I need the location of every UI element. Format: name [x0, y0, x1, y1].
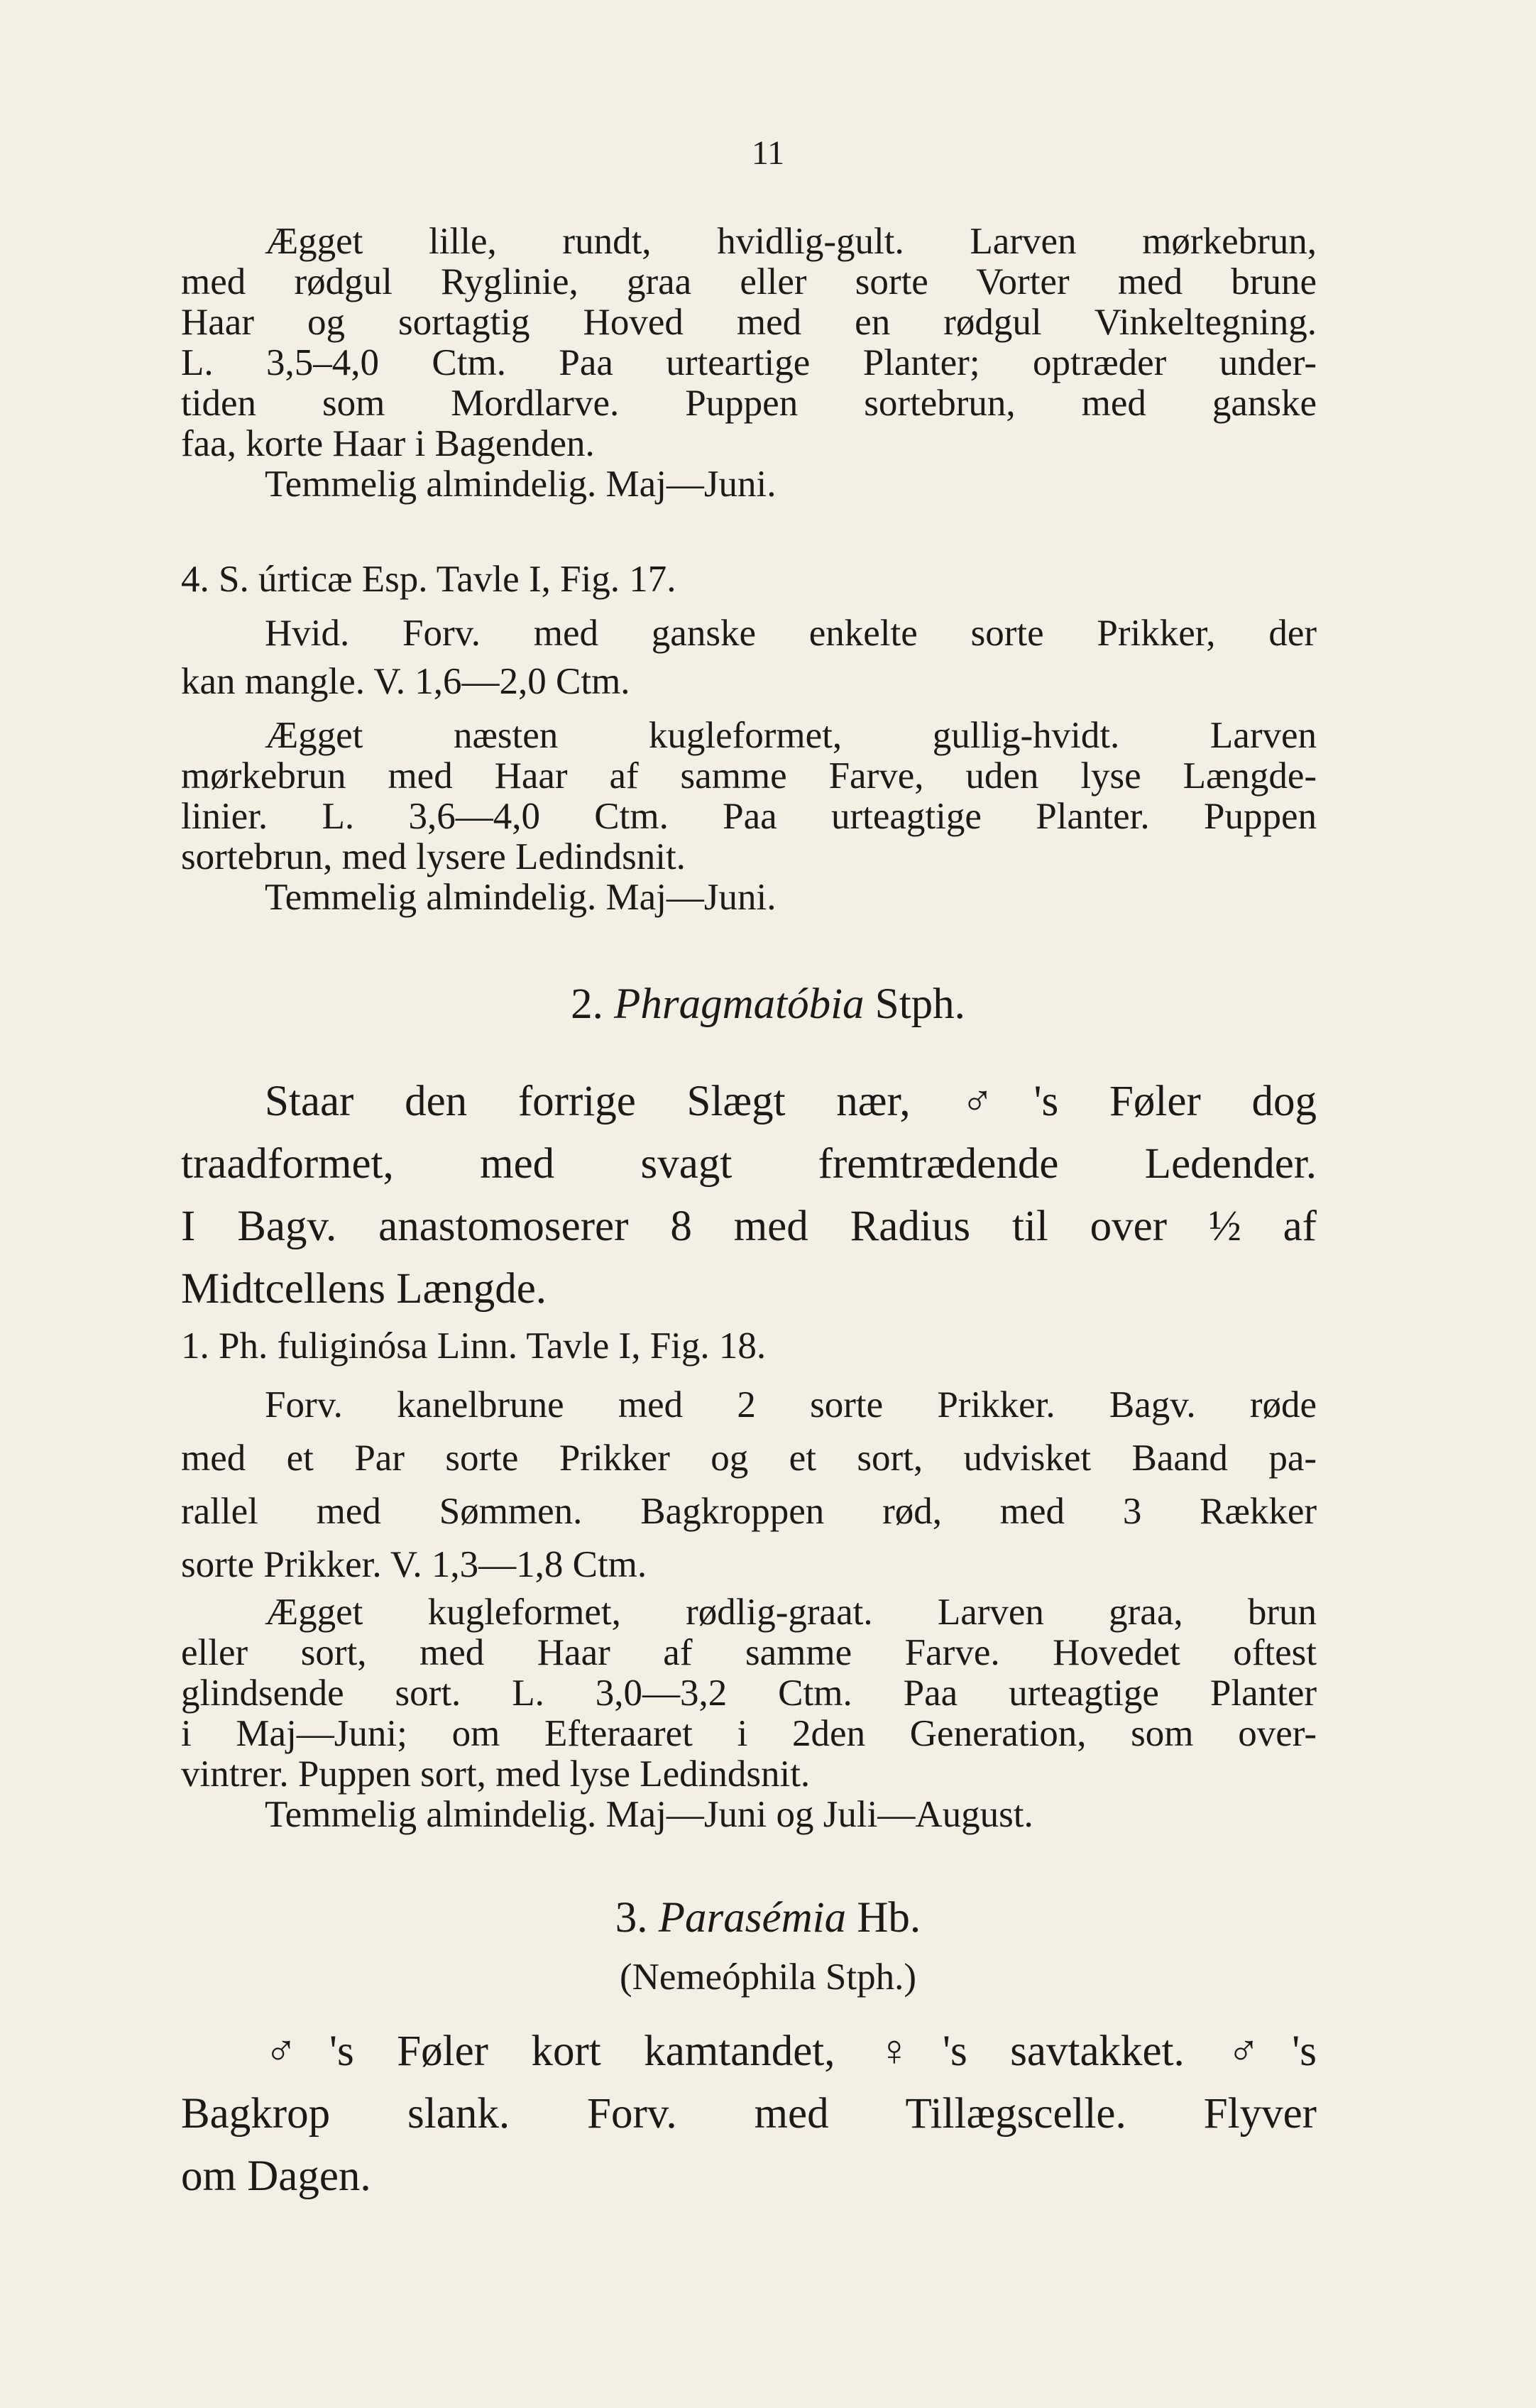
text-line: Midtcellens Længde.	[181, 1265, 547, 1313]
text-line: mørkebrun med Haar af samme Farve, uden lyse Længde-	[181, 755, 1317, 797]
section-egg-larva	[181, 221, 1317, 505]
genus-name: Phragmatóbia	[614, 980, 865, 1028]
genus-description	[181, 1071, 1317, 1320]
text-line: linier. L. 3,6—4,0 Ctm. Paa urteagtige Planter. Puppen	[181, 796, 1317, 837]
text-line: sorte Prikker. V. 1,3—1,8 Ctm.	[181, 1544, 647, 1585]
genus-synonym: (Nemeóphila Stph.)	[619, 1956, 917, 1998]
species-life-history	[181, 716, 1317, 918]
text-line: vintrer. Puppen sort, med lyse Ledindsnit.	[181, 1753, 811, 1795]
text-line: Temmelig almindelig. Maj—Juni og Juli—August.	[265, 1794, 1033, 1835]
text-line: Hvid. Forv. med ganske enkelte sorte Prikker, der	[265, 613, 1317, 654]
genus-number: 3.	[615, 1894, 648, 1942]
species-life-history	[181, 1592, 1317, 1835]
species-title: 4. S. úrticæ Esp. Tavle I, Fig. 17.	[181, 559, 676, 600]
species-description	[181, 1379, 1317, 1592]
text-line: glindsende sort. L. 3,0—3,2 Ctm. Paa urteagtige Planter	[181, 1673, 1317, 1714]
text-line: traadformet, med svagt fremtrædende Ledender.	[181, 1140, 1317, 1188]
genus-number: 2.	[571, 980, 603, 1028]
text-line: I Bagv. anastomoserer 8 med Radius til over ½ af	[181, 1203, 1317, 1250]
species-title: 1. Ph. fuliginósa Linn. Tavle I, Fig. 18.	[181, 1325, 767, 1367]
text-line: ♂'s Føler kort kamtandet, ♀'s savtakket. ♂'s	[265, 2027, 1317, 2075]
text-line: Bagkrop slank. Forv. med Tillægscelle. Flyver	[181, 2090, 1317, 2138]
text-line: Haar og sortagtig Hoved med en rødgul Vinkeltegning.	[181, 302, 1317, 343]
genus-name: Parasémia	[658, 1894, 847, 1942]
text-line: i Maj—Juni; om Efteraaret i 2den Generation, som over-	[181, 1713, 1317, 1754]
species-description	[181, 609, 1317, 706]
genus-description	[181, 2020, 1317, 2208]
text-line: eller sort, med Haar af samme Farve. Hovedet oftest	[181, 1632, 1317, 1673]
genus-heading	[0, 980, 1536, 1029]
text-line: kan mangle. V. 1,6—2,0 Ctm.	[181, 661, 630, 702]
text-line: Ægget kugleformet, rødlig-graat. Larven graa, brun	[265, 1592, 1317, 1633]
page-number: 11	[751, 134, 785, 172]
text-line: Forv. kanelbrune med 2 sorte Prikker. Bagv. røde	[265, 1384, 1317, 1425]
text-line: tiden som Mordlarve. Puppen sortebrun, med ganske	[181, 383, 1317, 424]
text-line: Temmelig almindelig. Maj—Juni.	[265, 464, 777, 505]
text-line: L. 3,5–4,0 Ctm. Paa urteartige Planter; optræder under-	[181, 342, 1317, 383]
text-line: med rødgul Ryglinie, graa eller sorte Vorter med brune	[181, 261, 1317, 302]
text-line: Temmelig almindelig. Maj—Juni.	[265, 877, 777, 918]
text-line: faa, korte Haar i Bagenden.	[181, 423, 595, 464]
text-line: sortebrun, med lysere Ledindsnit.	[181, 836, 686, 877]
text-line: Ægget næsten kugleformet, gullig-hvidt. Larven	[265, 715, 1317, 756]
genus-heading	[0, 1893, 1536, 1943]
text-line: rallel med Sømmen. Bagkroppen rød, med 3 Rækker	[181, 1491, 1317, 1532]
genus-author: Stph.	[874, 980, 965, 1028]
genus-author: Hb.	[857, 1894, 921, 1942]
text-line: om Dagen.	[181, 2152, 371, 2200]
text-line: med et Par sorte Prikker og et sort, udvisket Baand pa-	[181, 1438, 1317, 1479]
text-line: Staar den forrige Slægt nær, ♂'s Føler dog	[265, 1078, 1317, 1125]
text-line: Ægget lille, rundt, hvidlig-gult. Larven mørkebrun,	[265, 221, 1317, 262]
